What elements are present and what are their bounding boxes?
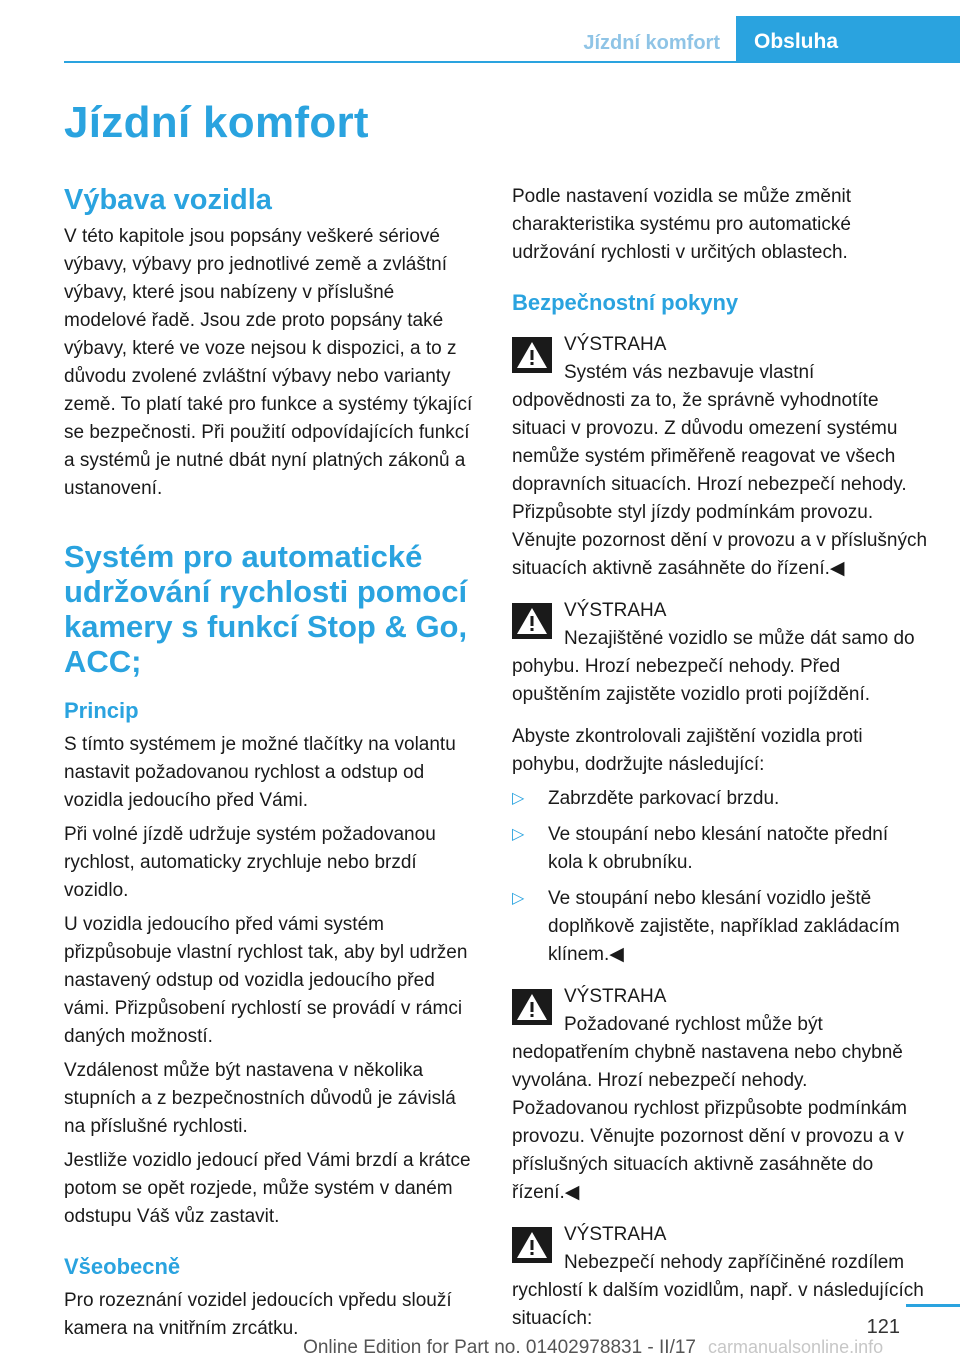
warning-label: VÝSTRAHA bbox=[564, 986, 667, 1007]
bullet-triangle-icon: ▷ bbox=[512, 890, 525, 907]
securing-steps-list bbox=[512, 785, 928, 969]
paragraph-princip-4: Vzdálenost může být nastavena v několika stupních a z bezpečnostních důvodů je závislá na příslušné rychlosti. bbox=[64, 1060, 456, 1137]
left-column bbox=[64, 183, 480, 1349]
heading-vseobecne: Všeobecně bbox=[64, 1254, 181, 1279]
warning-triangle-icon bbox=[512, 603, 552, 639]
paragraph-princip-2: Při volné jízdě udržuje systém požadovanou rychlost, automaticky zrychluje nebo brzdí vozidlo. bbox=[64, 824, 436, 901]
list-item bbox=[512, 785, 928, 813]
header-chapter-tab: Obsluha bbox=[736, 16, 960, 63]
list-item-text: Ve stoupání nebo klesání vozidlo ještě doplňkově zajistěte, například zakládacím klínem.◀ bbox=[548, 888, 900, 965]
heading-bezpecnostni-pokyny: Bezpečnostní pokyny bbox=[512, 290, 739, 315]
right-column bbox=[512, 183, 928, 1347]
list-item bbox=[512, 885, 928, 969]
header-section-title: Jízdní komfort bbox=[583, 32, 720, 54]
warning-block-1 bbox=[512, 331, 928, 583]
heading-princip: Princip bbox=[64, 698, 139, 723]
warning-label: VÝSTRAHA bbox=[564, 1224, 667, 1245]
paragraph-vybava: V této kapitole jsou popsány veškeré sériové výbavy, výbavy pro jednotlivé země a zvláštní výbavy, které jsou nabízeny v příslušné modelové řadě. Jsou zde proto popsány také výbavy, které ve voze nejsou k dispozici, a to z důvodu zvolené zvláštní výbavy nebo varianty země. To platí také pro funkce a systémy týkající se bezpečnosti. Při použití odpovídajících funkcí a systémů je nutné dbát nyní platných zákonů a ustanovení. bbox=[64, 226, 473, 499]
heading-acc-system: Systém pro automatické udržování rychlosti pomocí kamery s funkcí Stop & Go, ACC; bbox=[64, 539, 468, 679]
warning-block-2 bbox=[512, 597, 928, 709]
bullet-triangle-icon: ▷ bbox=[512, 826, 525, 843]
warning-text: Požadované rychlost může být nedopatřením chybně nastavena nebo chybně vyvolána. Hrozí nebezpečí nehody. Požadovanou rychlost přizpůsobte podmínkám provozu. Věnujte pozornost dění v provozu a v příslušných situacích aktivně zasáhněte do řízení.◀ bbox=[512, 1014, 908, 1203]
page-number-rule bbox=[906, 1304, 960, 1307]
warning-text: Nezajištěné vozidlo se může dát samo do pohybu. Hrozí nebezpečí nehody. Před opuštěním zajistěte vozidlo proti pojíždění. bbox=[512, 628, 915, 705]
page-number: 121 bbox=[866, 1316, 900, 1338]
paragraph-princip-5: Jestliže vozidlo jedoucí před Vámi brzdí a krátce potom se opět rozjede, může systém v daném odstupu Váš vůz zastavit. bbox=[64, 1150, 471, 1227]
paragraph-princip-1: S tímto systémem je možné tlačítky na volantu nastavit požadovanou rychlost a odstup od vozidla jedoucího před Vámi. bbox=[64, 734, 456, 811]
warning-text: Systém vás nezbavuje vlastní odpovědnosti za to, že správně vyhodnotíte situaci v provozu. Z důvodu omezení systému nemůže systém přiměřeně reagovat ve všech dopravních situacích. Hrozí nebezpečí nehody. Přizpůsobte styl jízdy podmínkám provozu. Věnujte pozornost dění v provozu a v příslušných situacích aktivně zasáhněte do řízení.◀ bbox=[512, 362, 928, 579]
bullet-triangle-icon: ▷ bbox=[512, 790, 525, 807]
warning-triangle-icon bbox=[512, 989, 552, 1025]
paragraph-abyste: Abyste zkontrolovali zajištění vozidla proti pohybu, dodržujte následující: bbox=[512, 726, 863, 775]
paragraph-princip-3: U vozidla jedoucího před vámi systém přizpůsobuje vlastní rychlost tak, aby byl udržen nastavený odstup od vozidla jedoucího před vámi. Přizpůsobení rychlostí se provádí v rámci daných možností. bbox=[64, 914, 468, 1047]
warning-label: VÝSTRAHA bbox=[564, 600, 667, 621]
list-item-text: Ve stoupání nebo klesání natočte přední kola k obrubníku. bbox=[548, 824, 889, 873]
paragraph-intro: Podle nastavení vozidla se může změnit charakteristika systému pro automatické udržování rychlosti v určitých oblastech. bbox=[512, 186, 852, 263]
warning-label: VÝSTRAHA bbox=[564, 334, 667, 355]
warning-block-3 bbox=[512, 983, 928, 1207]
page-title: Jízdní komfort bbox=[64, 98, 369, 147]
warning-text: Nebezpečí nehody zapříčiněné rozdílem rychlostí k dalším vozidlům, např. v následujících situacích: bbox=[512, 1252, 924, 1329]
watermark: carmanualsonline.info bbox=[708, 1337, 884, 1357]
warning-triangle-icon bbox=[512, 1227, 552, 1263]
list-item bbox=[512, 821, 928, 877]
warning-triangle-icon bbox=[512, 337, 552, 373]
paragraph-vseobecne: Pro rozeznání vozidel jedoucích vpředu slouží kamera na vnitřním zrcátku. bbox=[64, 1290, 452, 1339]
heading-vybava-vozidla: Výbava vozidla bbox=[64, 184, 272, 216]
list-item-text: Zabrzděte parkovací brzdu. bbox=[548, 788, 780, 809]
edition-footer: Online Edition for Part no. 01402978831 - II/17 bbox=[303, 1337, 696, 1358]
